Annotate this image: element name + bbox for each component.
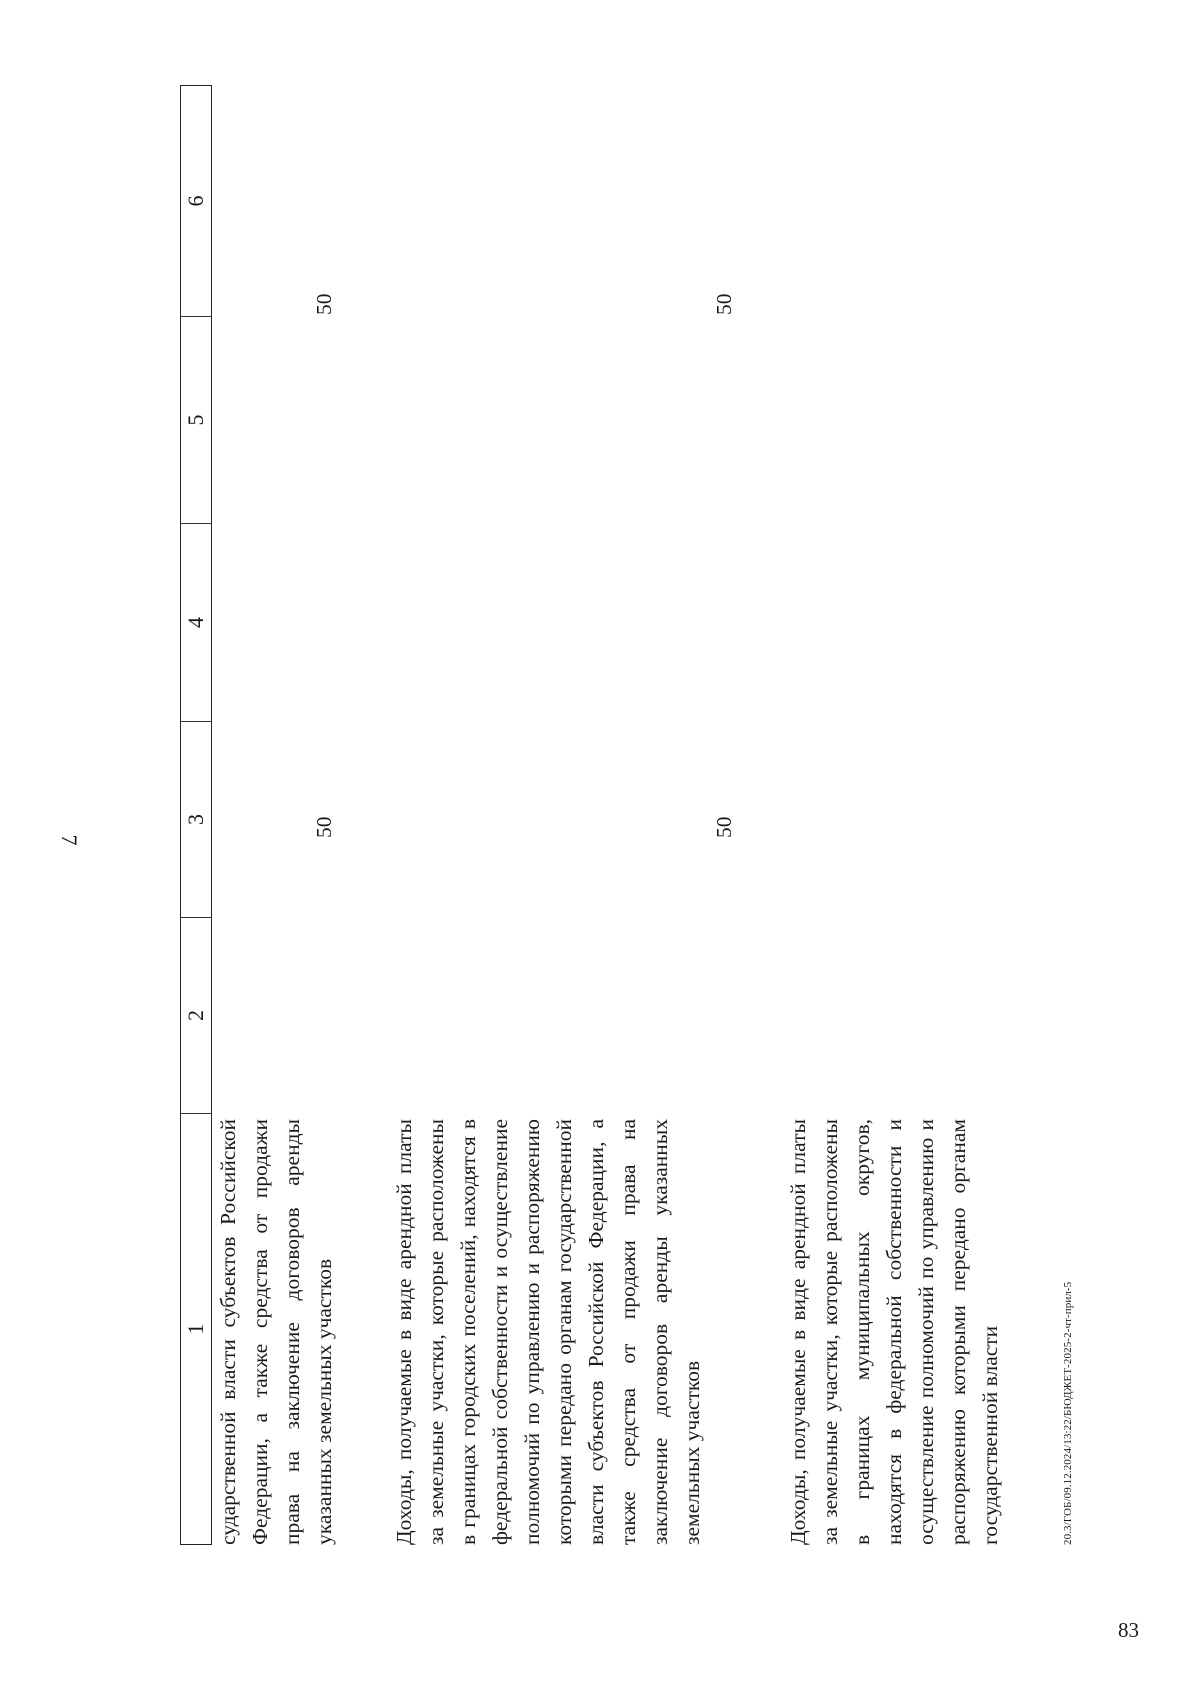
header-col-5: 5 — [181, 316, 211, 523]
row-3-description: Доходы, получаемые в виде арендной платы за земельные участки, которые расположены в границах муниципальных округов, находятся в федеральной собственности и осуществление полномочий по управлению и распоряжению которыми передано органам государственной власти — [786, 1119, 1002, 1545]
header-col-4: 4 — [181, 523, 211, 721]
header-col-3: 3 — [181, 721, 211, 917]
table-header-row — [180, 85, 212, 1545]
header-col-6: 6 — [183, 195, 208, 207]
header-col-1: 1 — [181, 1113, 211, 1544]
footer-stamp: 20.3/ГОБ/09.12.2024/13:22/БЮДЖЕТ-2025-2-чт-прил-5 — [1062, 1281, 1074, 1545]
page-number-bottom: 83 — [1118, 1618, 1139, 1642]
rotated-table — [180, 85, 1002, 1545]
header-col-2: 2 — [181, 917, 211, 1113]
row-1-description: сударственной власти субъектов Российской Федерации, а также средства от продажи права на заключение договоров аренды указанных земельных участков — [216, 1119, 336, 1545]
row-2-col-5: 50 — [712, 293, 736, 315]
row-2-description: Доходы, получаемые в виде арендной платы за земельные участки, которые расположены в границах городских поселений, находятся в федеральной собственности и осуществление полномочий по управлению и распоряжению которыми передано органам государственной власти субъектов Российской Федерации, а также средства от продажи права на заключение договоров аренды указанных земельных участков — [392, 1119, 704, 1545]
row-2-col-2: 50 — [712, 816, 736, 838]
row-1-col-5: 50 — [312, 293, 336, 315]
row-1-col-2: 50 — [312, 816, 336, 838]
page-number-top: 7 — [57, 834, 82, 846]
